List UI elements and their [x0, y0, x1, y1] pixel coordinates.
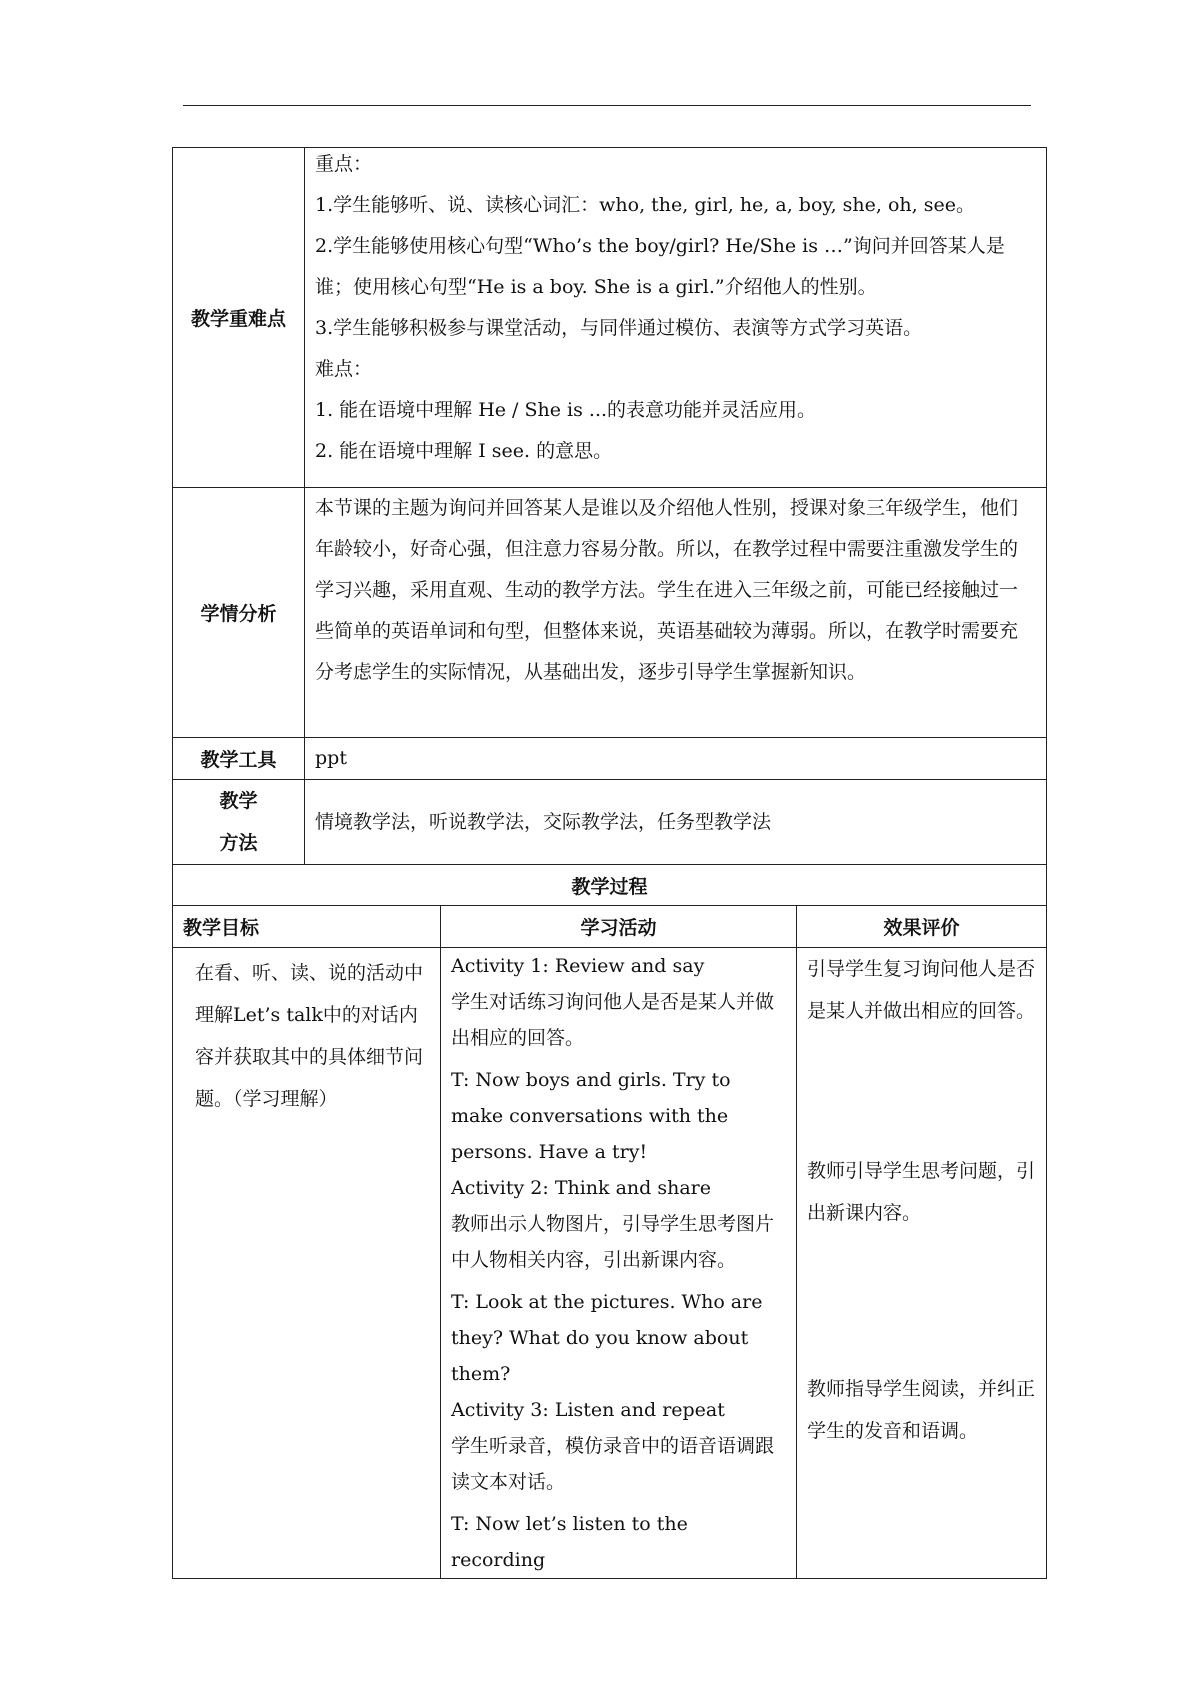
focus-line: 难点： [315, 358, 373, 380]
process-body-row [173, 948, 1047, 1579]
activity-item [451, 1170, 786, 1392]
header-eval: 效果评价 [797, 906, 1047, 948]
tools-row [173, 738, 1047, 780]
activity-desc: 学生听录音，模仿录音中的语音语调跟读文本对话。 [451, 1435, 775, 1493]
activity-title: Activity 3: Listen and repeat [451, 1399, 725, 1421]
activity-desc: 学生对话练习询问他人是否是某人并做出相应的回答。 [451, 991, 775, 1049]
focus-line: 重点： [315, 153, 373, 175]
header-goal: 教学目标 [173, 906, 441, 948]
eval-item: 教师引导学生思考问题，引出新课内容。 [807, 1160, 1036, 1224]
header-rule [183, 105, 1031, 106]
activity-item [451, 948, 786, 1170]
methods-content: 情境教学法，听说教学法，交际教学法，任务型教学法 [305, 780, 1047, 865]
analysis-row [173, 488, 1047, 738]
focus-line: 3.学生能够积极参与课堂活动，与同伴通过模仿、表演等方式学习英语。 [315, 317, 923, 339]
eval-item: 教师指导学生阅读，并纠正学生的发音和语调。 [807, 1378, 1036, 1442]
focus-content [305, 148, 1047, 488]
methods-label [173, 780, 305, 865]
focus-row [173, 148, 1047, 488]
tools-content: ppt [305, 738, 1047, 780]
methods-label-line: 方法 [219, 832, 258, 854]
analysis-content: 本节课的主题为询问并回答某人是谁以及介绍他人性别，授课对象三年级学生，他们年龄较小，好奇心强，但注意力容易分散。所以，在教学过程中需要注重激发学生的学习兴趣，采用直观、生动的教学方法。学生在进入三年级之前，可能已经接触过一些简单的英语单词和句型，但整体来说，英语基础较为薄弱。所以，在教学时需要充分考虑学生的实际情况，从基础出发，逐步引导学生掌握新知识。 [305, 488, 1047, 738]
focus-line: 1. 能在语境中理解 He / She is ...的表意功能并灵活应用。 [315, 399, 817, 421]
activity-title: Activity 2: Think and share [451, 1177, 712, 1199]
process-title-row [173, 865, 1047, 906]
methods-row [173, 780, 1047, 865]
analysis-label: 学情分析 [173, 488, 305, 738]
teacher-line: T: Look at the pictures. Who are they? What do you know about them? [451, 1291, 763, 1385]
goal-cell: 在看、听、读、说的活动中理解Let’s talk中的对话内容并获取其中的具体细节问题。（学习理解） [173, 948, 441, 1579]
focus-label: 教学重难点 [173, 148, 305, 488]
activity-desc: 教师出示人物图片，引导学生思考图片中人物相关内容，引出新课内容。 [451, 1213, 775, 1271]
focus-line: 1.学生能够听、说、读核心词汇：who, the, girl, he, a, boy, she, oh, see。 [315, 194, 975, 216]
eval-cell [797, 948, 1047, 1579]
focus-line: 2. 能在语境中理解 I see. 的意思。 [315, 440, 613, 462]
teacher-line: T: Now let’s listen to the recording [451, 1513, 688, 1571]
header-activity: 学习活动 [441, 906, 797, 948]
activity-item [451, 1392, 786, 1578]
activity-title: Activity 1: Review and say [451, 955, 705, 977]
eval-item: 引导学生复习询问他人是否是某人并做出相应的回答。 [807, 958, 1036, 1022]
activities-cell [441, 948, 797, 1579]
focus-line: 2.学生能够使用核心句型“Who’s the boy/girl? He/She is …”询问并回答某人是谁；使用核心句型“He is a boy. She is a girl.”介绍他人的性别。 [315, 235, 1005, 298]
methods-label-line: 教学 [219, 790, 258, 812]
process-header-row [173, 906, 1047, 948]
process-title: 教学过程 [173, 865, 1047, 906]
tools-label: 教学工具 [173, 738, 305, 780]
teacher-line: T: Now boys and girls. Try to make conversations with the persons. Have a try! [451, 1069, 731, 1163]
lesson-plan-table [172, 147, 1047, 1579]
